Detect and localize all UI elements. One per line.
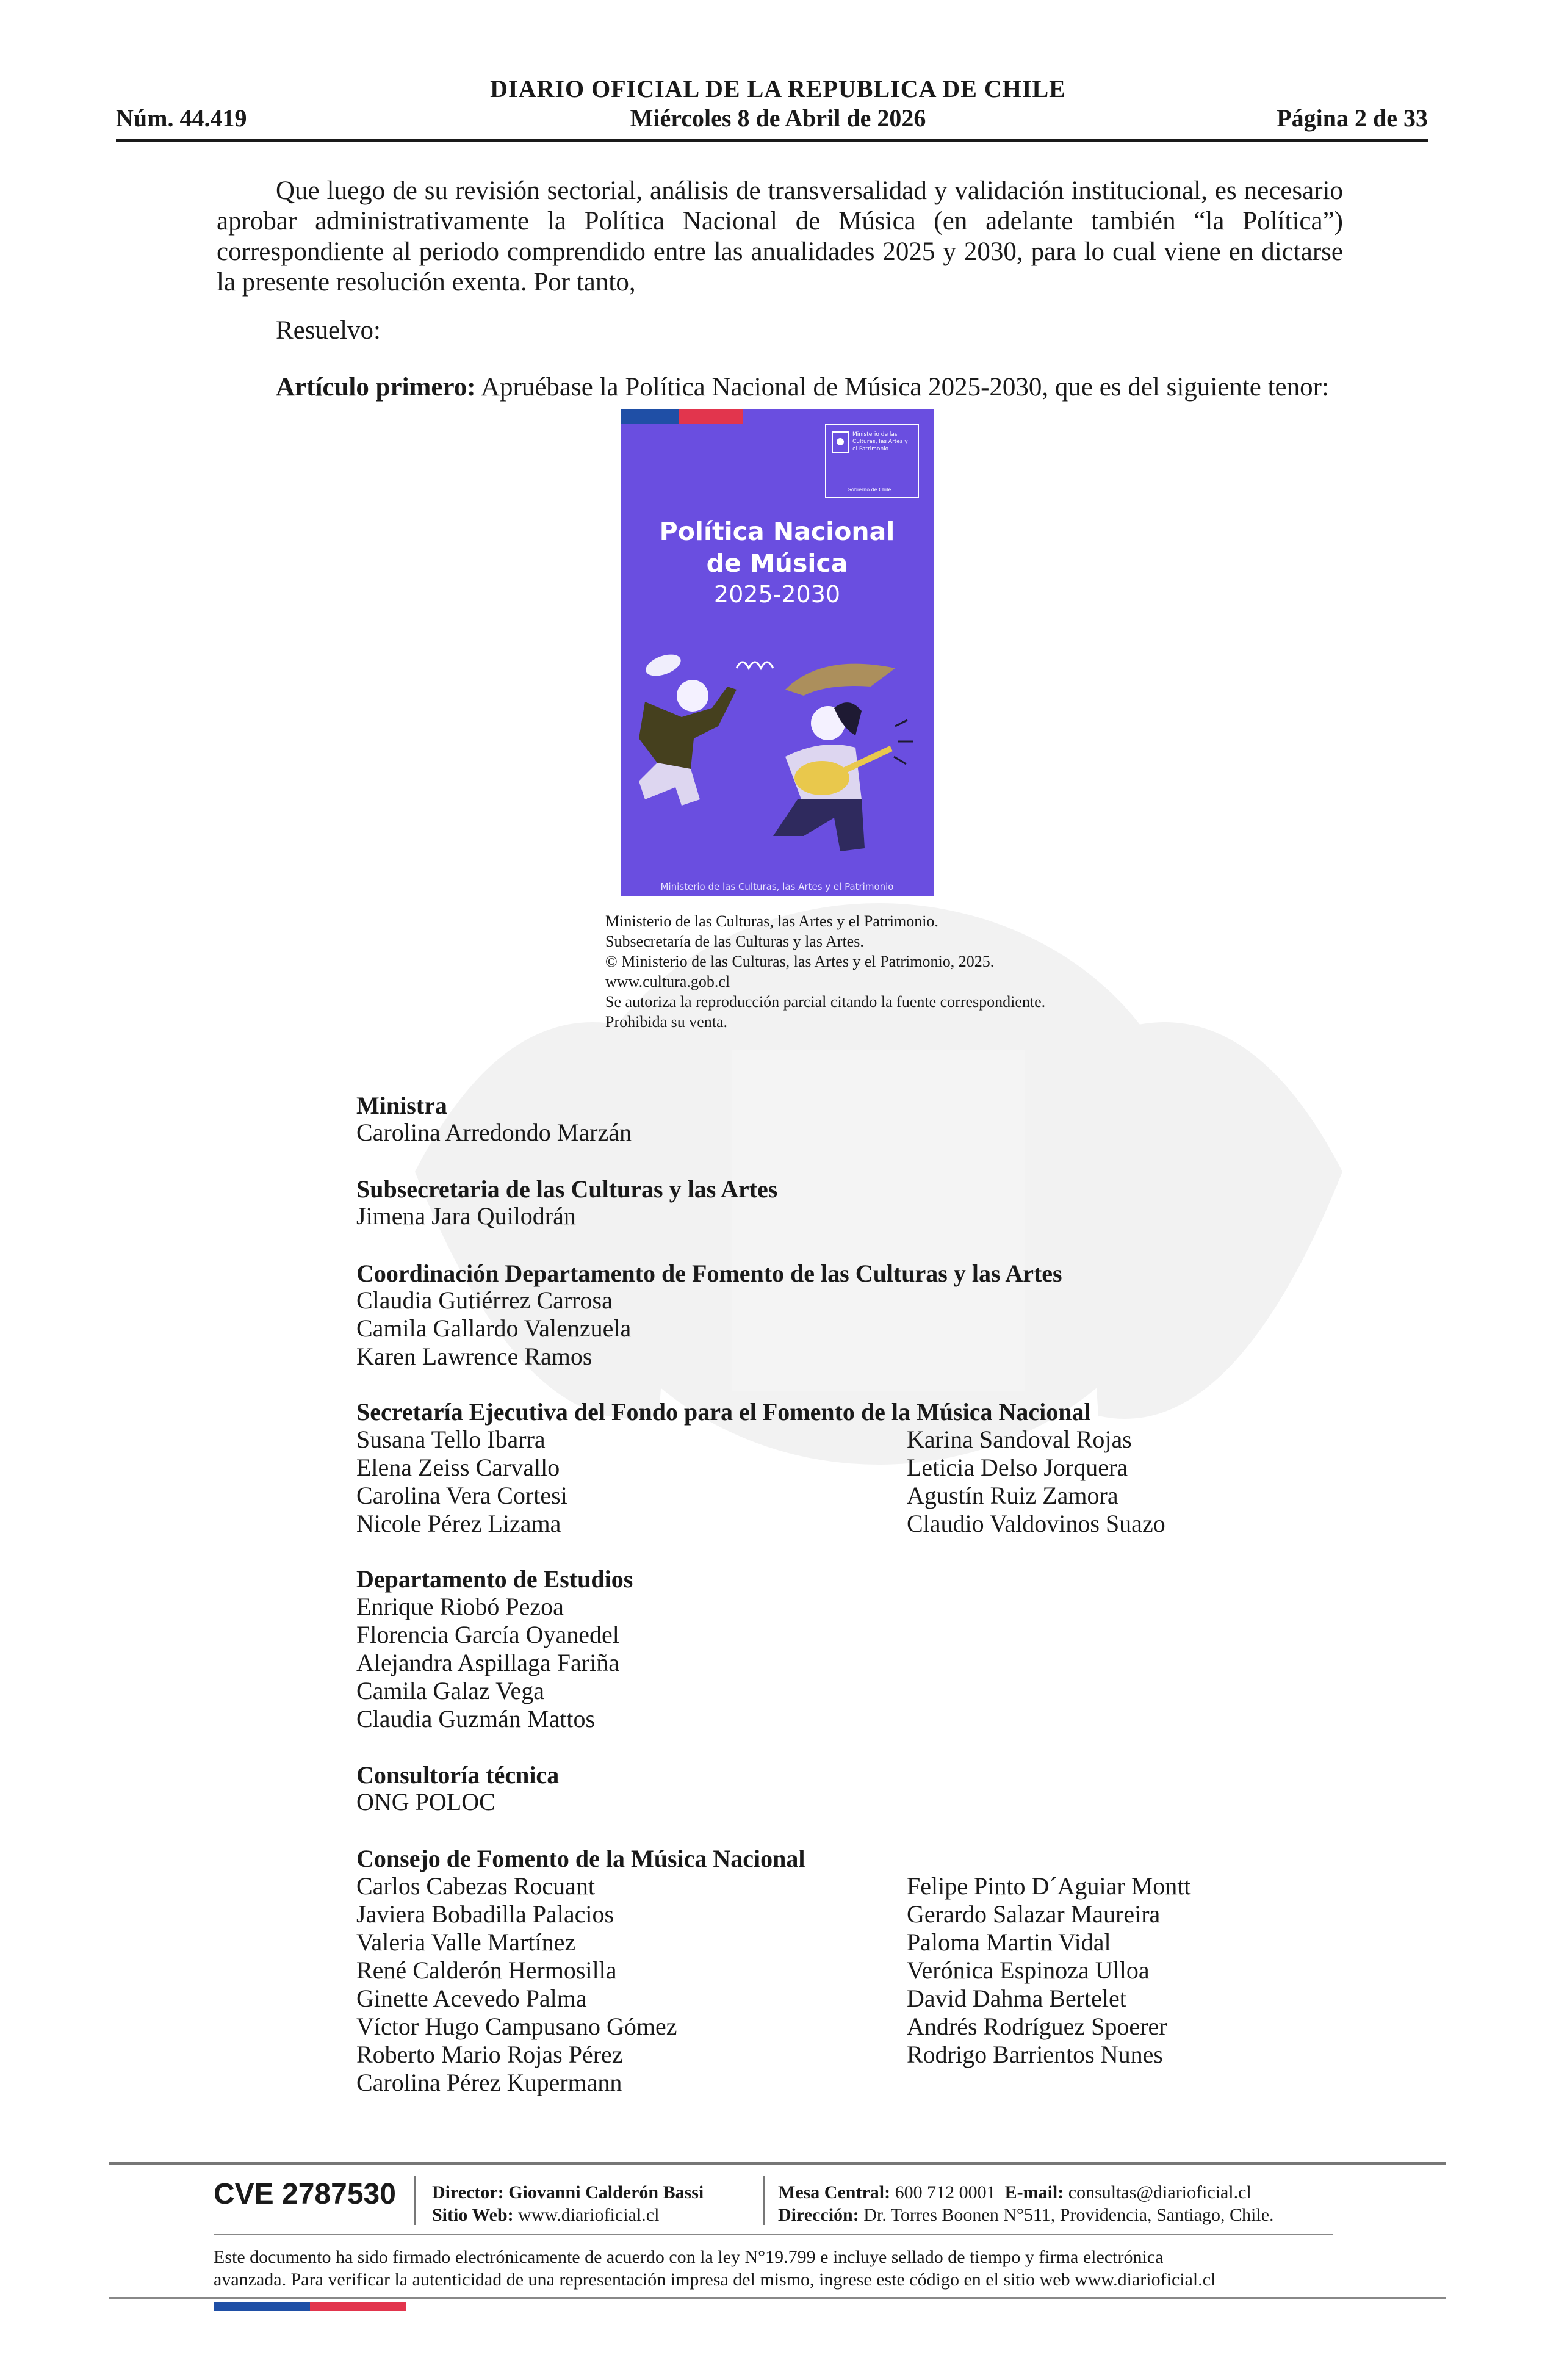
cover-title-line-2: de Música (706, 549, 848, 578)
staff-name: David Dahma Bertelet (907, 1985, 1126, 2012)
staff-name: Carlos Cabezas Rocuant (356, 1872, 595, 1900)
secretaria-list-left (356, 1426, 567, 1538)
staff-name: Claudia Gutiérrez Carrosa (356, 1286, 613, 1314)
logo-subtext: Gobierno de Chile (847, 487, 891, 492)
email-label: E-mail: (1004, 2182, 1064, 2202)
policy-cover-image (621, 409, 934, 896)
contact-block (778, 2181, 1274, 2226)
consejo-list-right (907, 1872, 1191, 2069)
article-first (276, 372, 1329, 403)
staff-name: Elena Zeiss Carvallo (356, 1454, 560, 1481)
staff-name: Camila Gallardo Valenzuela (356, 1314, 632, 1342)
cover-title-line-1: Política Nacional (659, 517, 895, 546)
staff-name: Rodrigo Barrientos Nunes (907, 2041, 1163, 2068)
cover-stripe-blue (621, 409, 679, 424)
section-heading-consejo: Consejo de Fomento de la Música Nacional (356, 1845, 805, 1872)
musicians-illustration (621, 616, 934, 873)
cover-stripe-red (679, 409, 743, 424)
footer-divider (414, 2176, 416, 2225)
site-label: Sitio Web: (432, 2205, 514, 2225)
footer-rule-top (109, 2162, 1446, 2165)
mesa-value: 600 712 0001 (895, 2182, 996, 2202)
staff-name: Andrés Rodríguez Spoerer (907, 2013, 1167, 2040)
section-heading-consultoria: Consultoría técnica (356, 1761, 560, 1789)
credit-line: Prohibida su venta. (605, 1013, 728, 1031)
estudios-list (356, 1593, 619, 1733)
staff-name: Claudia Guzmán Mattos (356, 1705, 596, 1733)
staff-name: Carolina Vera Cortesi (356, 1482, 567, 1509)
section-heading-estudios: Departamento de Estudios (356, 1565, 633, 1593)
shield-icon (831, 431, 849, 455)
email-link[interactable]: consultas@diarioficial.cl (1068, 2182, 1252, 2202)
section-heading-subsecretaria: Subsecretaria de las Culturas y las Artes (356, 1175, 778, 1203)
coordinacion-list (356, 1286, 631, 1371)
staff-name: Karina Sandoval Rojas (907, 1426, 1132, 1453)
staff-name: Carolina Arredondo Marzán (356, 1119, 632, 1146)
address-value: Dr. Torres Boonen N°511, Providencia, Santiago, Chile. (863, 2205, 1274, 2225)
section-heading-secretaria: Secretaría Ejecutiva del Fondo para el Fomento de la Música Nacional (356, 1398, 1091, 1426)
signature-note-line-2: avanzada. Para verificar la autenticidad de una representación impresa del mismo, ingrese este código en el sitio web www.diarioficial.cl (214, 2270, 1216, 2290)
credit-line: Ministerio de las Culturas, las Artes y el Patrimonio. (605, 912, 938, 930)
credit-line: www.cultura.gob.cl (605, 973, 730, 990)
staff-name: Camila Galaz Vega (356, 1677, 545, 1704)
credit-line: © Ministerio de las Culturas, las Artes y el Patrimonio, 2025. (605, 953, 995, 970)
staff-name: Ginette Acevedo Palma (356, 1985, 587, 2012)
staff-name: Enrique Riobó Pezoa (356, 1593, 564, 1620)
address-label: Dirección: (778, 2205, 859, 2225)
staff-name: Felipe Pinto D´Aguiar Montt (907, 1872, 1191, 1900)
staff-name: Leticia Delso Jorquera (907, 1454, 1128, 1481)
staff-name: Gerardo Salazar Maureira (907, 1900, 1161, 1928)
signature-note-line-1: Este documento ha sido firmado electrónicamente de acuerdo con la ley N°19.799 e incluye sellado de tiempo y firma electrónica (214, 2247, 1164, 2267)
mesa-label: Mesa Central: (778, 2182, 891, 2202)
staff-name: Claudio Valdovinos Suazo (907, 1510, 1165, 1537)
cve-code: CVE 2787530 (214, 2178, 396, 2210)
flag-stripe-blue (214, 2302, 310, 2311)
section-heading-coordinacion: Coordinación Departamento de Fomento de las Culturas y las Artes (356, 1260, 1062, 1287)
staff-name: Carolina Pérez Kupermann (356, 2069, 622, 2096)
staff-name: Nicole Pérez Lizama (356, 1510, 561, 1537)
staff-name: Roberto Mario Rojas Pérez (356, 2041, 623, 2068)
director-label: Director: (432, 2182, 504, 2202)
cover-footer: Ministerio de las Culturas, las Artes y el Patrimonio (660, 881, 894, 892)
staff-name: Alejandra Aspillaga Fariña (356, 1649, 619, 1676)
footer-rule-bottom (109, 2297, 1446, 2299)
staff-name: Karen Lawrence Ramos (356, 1343, 593, 1370)
staff-name: Valeria Valle Martínez (356, 1928, 576, 1956)
paragraph-1: Que luego de su revisión sectorial, análisis de transversalidad y validación institucional, es necesario aprobar administrativamente la Política Nacional de Música (en adelante también “la Política”) correspondiente al periodo comprendido entre las anualidades 2025 y 2030, para lo cual viene en dictarse la presente resolución exenta. Por tanto, (217, 176, 1343, 297)
publication-credits (605, 911, 1045, 1032)
secretaria-list-right (907, 1426, 1165, 1538)
flag-stripe-red (310, 2302, 406, 2311)
newspaper-title: DIARIO OFICIAL DE LA REPUBLICA DE CHILE (490, 75, 1066, 103)
staff-name: Paloma Martin Vidal (907, 1928, 1111, 1956)
footer-rule-middle (214, 2234, 1333, 2235)
credit-line: Subsecretaría de las Culturas y las Artes. (605, 932, 864, 950)
staff-name: Susana Tello Ibarra (356, 1426, 546, 1453)
logo-text: Ministerio de las Culturas, las Artes y el Patrimonio (852, 431, 908, 452)
director-name: Giovanni Calderón Bassi (508, 2182, 704, 2202)
staff-name: Verónica Espinoza Ulloa (907, 1956, 1150, 1984)
staff-name: Víctor Hugo Campusano Gómez (356, 2013, 677, 2040)
cover-years: 2025-2030 (713, 581, 841, 608)
article-label: Artículo primero: (276, 373, 476, 402)
issue-date: Miércoles 8 de Abril de 2026 (630, 104, 926, 132)
staff-name: ONG POLOC (356, 1788, 495, 1816)
resuelvo-text: Resuelvo: (276, 316, 381, 345)
staff-name: Jimena Jara Quilodrán (356, 1202, 576, 1230)
director-block (432, 2181, 704, 2226)
issue-number: Núm. 44.419 (116, 104, 247, 132)
staff-name: Javiera Bobadilla Palacios (356, 1900, 614, 1928)
footer-divider (763, 2176, 765, 2225)
header-rule (116, 139, 1428, 142)
site-link[interactable]: www.diarioficial.cl (518, 2205, 660, 2225)
section-heading-ministra: Ministra (356, 1092, 447, 1119)
consejo-list-left (356, 1872, 677, 2097)
staff-name: Florencia García Oyanedel (356, 1621, 619, 1648)
signature-note (214, 2246, 1336, 2291)
staff-name: Agustín Ruiz Zamora (907, 1482, 1118, 1509)
staff-name: René Calderón Hermosilla (356, 1956, 617, 1984)
article-text: Apruébase la Política Nacional de Música 2025-2030, que es del siguiente tenor: (475, 373, 1329, 402)
page-number: Página 2 de 33 (1277, 104, 1428, 132)
credit-line: Se autoriza la reproducción parcial citando la fuente correspondiente. (605, 993, 1046, 1011)
cover-title (621, 516, 934, 579)
